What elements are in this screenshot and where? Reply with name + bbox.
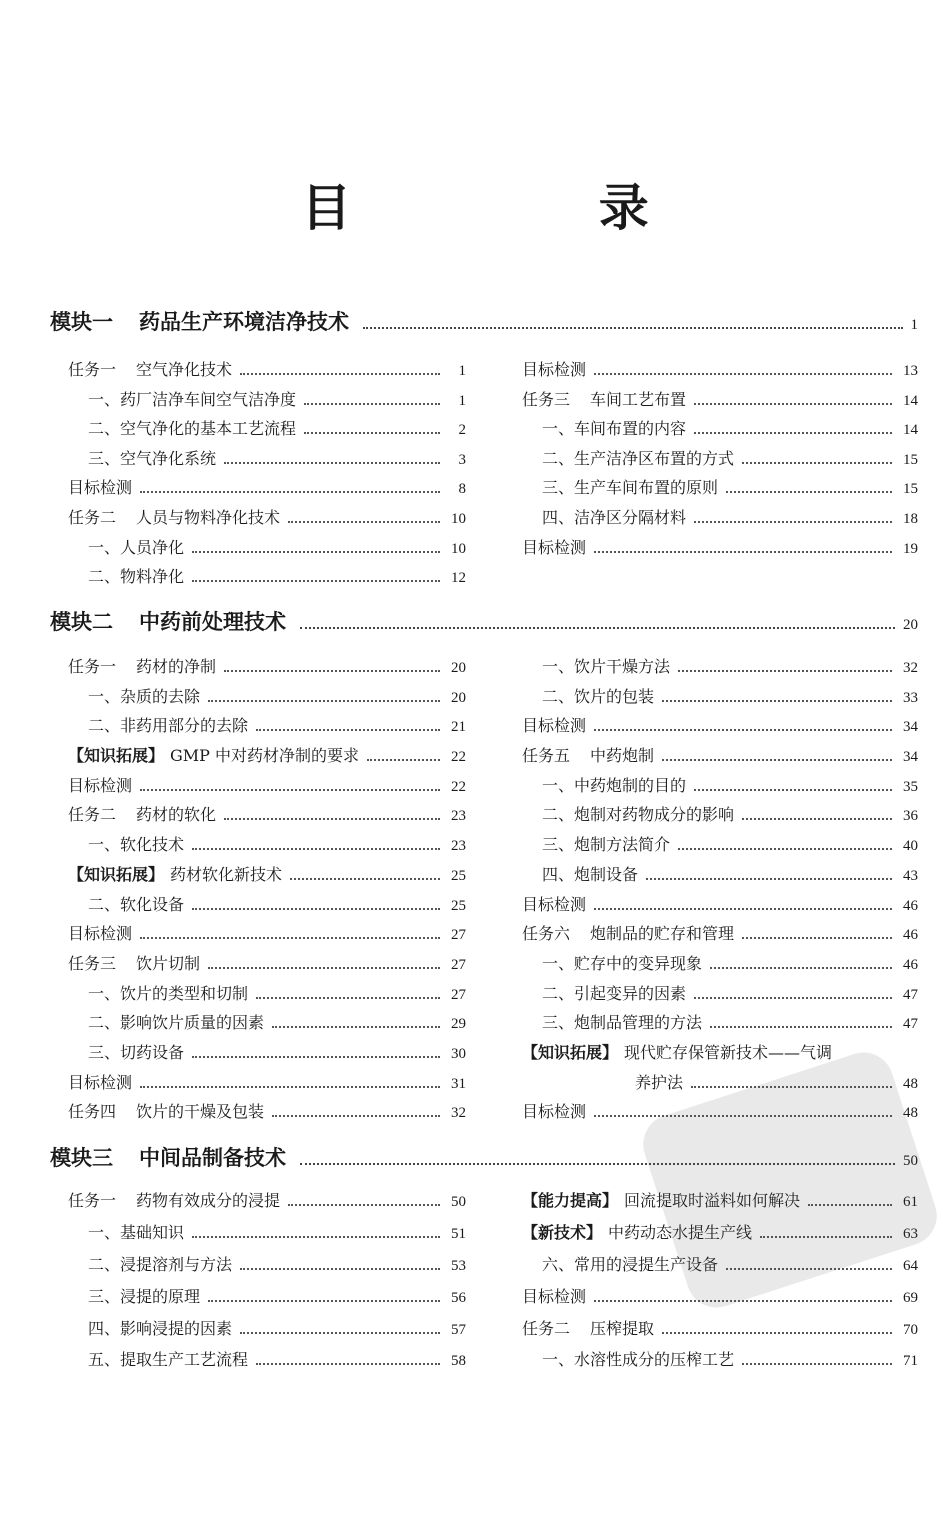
page-number: 50 [451,1194,466,1210]
toc-entry[interactable] [522,387,918,417]
dot-leader [256,1362,440,1365]
entry-title: 六、常用的浸提生产设备 [542,1254,719,1274]
entry-prefix: 【知识拓展】 [68,746,165,766]
toc-entry[interactable] [522,773,918,803]
page-number: 13 [903,363,918,379]
toc-column-left [68,654,466,1129]
module-title: 中间品制备技术 [139,1146,286,1170]
entry-prefix: 任务二 [522,1318,571,1338]
page-number: 48 [903,1075,918,1092]
dot-leader [694,520,892,523]
page-number: 8 [458,481,466,498]
dot-leader [691,1085,892,1088]
dot-leader [742,1362,892,1365]
module-label: 模块二 [50,610,113,634]
page-number: 48 [903,1105,918,1122]
entry-title: 一、基础知识 [88,1222,185,1242]
dot-leader [300,1162,895,1165]
dot-leader [662,1331,892,1334]
entry-title: 三、切药设备 [88,1042,185,1062]
toc-entry[interactable] [522,713,918,743]
dot-leader [594,372,892,375]
toc-entry[interactable] [68,1070,466,1100]
page-number: 19 [903,540,918,557]
dot-leader [240,372,440,375]
page-number: 20 [451,660,466,676]
page-number: 22 [451,778,466,795]
entry-prefix: 任务四 [68,1102,117,1122]
page-number: 47 [903,1016,918,1033]
entry-prefix: 任务一 [68,360,117,379]
dot-leader [208,1299,440,1302]
entry-title: 养护法 [635,1072,684,1092]
dot-leader [208,699,440,702]
entry-title: 目标检测 [68,775,133,795]
entry-title: 一、车间布置的内容 [542,419,687,439]
toc-entry[interactable] [522,505,918,535]
toc-entry[interactable] [522,1284,918,1316]
page-number: 10 [451,540,466,557]
toc-entry[interactable] [68,535,466,565]
toc-entry[interactable] [68,892,466,922]
toc-entry[interactable] [522,1188,918,1220]
dot-leader [256,728,440,731]
page-number: 47 [903,986,918,1003]
dot-leader [742,936,892,939]
page-number: 1 [458,363,466,379]
toc-entry[interactable] [68,1099,466,1129]
page-number: 31 [451,1075,466,1092]
entry-title: 二、物料净化 [88,567,185,587]
toc-entry[interactable] [522,862,918,892]
toc-entry[interactable] [522,832,918,862]
entry-title: 压榨提取 [590,1318,655,1338]
toc-entry[interactable] [522,1010,918,1040]
entry-prefix: 【知识拓展】 [68,864,165,884]
entry-title: 三、炮制方法简介 [542,835,671,855]
dot-leader [192,847,440,850]
toc-entry[interactable] [522,1070,918,1100]
entry-prefix: 【能力提高】 [522,1191,619,1210]
entry-title: 中药动态水提生产线 [608,1222,753,1242]
toc-entry[interactable] [68,1040,466,1070]
entry-title: 药物有效成分的浸提 [136,1191,281,1210]
dot-leader [678,847,892,850]
entry-prefix: 任务一 [68,657,117,676]
entry-title: 一、贮存中的变异现象 [542,953,703,973]
entry-prefix: 任务三 [522,389,571,409]
entry-title: 一、饮片干燥方法 [542,657,671,676]
entry-prefix: 【新技术】 [522,1222,603,1242]
page-number: 46 [903,927,918,944]
entry-title: 四、洁净区分隔材料 [542,507,687,527]
toc-entry[interactable] [68,713,466,743]
dot-leader [678,669,892,672]
page-number: 64 [903,1257,918,1274]
dot-leader [140,788,440,791]
page-number: 61 [903,1194,918,1210]
entry-prefix: 任务一 [68,1191,117,1210]
page-number: 36 [903,808,918,825]
dot-leader [594,1114,892,1117]
module-label: 模块三 [50,1146,113,1170]
toc-entry[interactable] [522,743,918,773]
dot-leader [240,1331,440,1334]
toc-entry[interactable] [522,892,918,922]
entry-prefix: 任务三 [68,953,117,973]
page-number: 14 [903,422,918,439]
page-number: 1 [458,392,466,409]
page-number: 23 [451,838,466,855]
toc-column-right [522,357,918,564]
entry-title: 目标检测 [522,537,587,557]
page-number: 29 [451,1016,466,1033]
entry-title: 三、炮制品管理的方法 [542,1013,703,1033]
toc-entry[interactable] [522,475,918,505]
page-number: 15 [903,451,918,468]
toc-entry[interactable] [68,564,466,594]
dot-leader [662,699,892,702]
page-number: 46 [903,956,918,973]
page-number: 21 [451,719,466,736]
dot-leader [192,1235,440,1238]
toc-column-left [68,357,466,594]
page-number: 25 [451,867,466,884]
module-title: 中药前处理技术 [139,610,286,634]
entry-title: 中药炮制 [590,746,655,766]
entry-prefix: 任务二 [68,805,117,825]
dot-leader [760,1235,892,1238]
entry-title: 目标检测 [68,924,133,944]
page-number: 50 [903,1153,918,1169]
entry-title: 四、影响浸提的因素 [88,1318,233,1338]
entry-title: 二、生产洁净区布置的方式 [542,448,735,468]
dot-leader [594,1299,892,1302]
entry-title: 一、饮片的类型和切制 [88,983,249,1003]
dot-leader [140,1085,440,1088]
page-number: 71 [903,1353,918,1370]
page-number: 27 [451,986,466,1003]
entry-title: 三、生产车间布置的原则 [542,478,719,498]
entry-prefix: 【知识拓展】 [522,1042,619,1062]
dot-leader [363,326,903,329]
toc-entry[interactable] [68,1220,466,1252]
dot-leader [710,1025,892,1028]
page-title: 目 录 [301,179,764,237]
dot-leader [256,996,440,999]
page-number: 43 [903,867,918,884]
entry-title: 饮片的干燥及包装 [136,1102,265,1122]
entry-title: 二、饮片的包装 [542,686,655,706]
page-number: 32 [903,660,918,676]
dot-leader [710,966,892,969]
dot-leader [304,402,440,405]
toc-entry[interactable] [522,951,918,981]
entry-title: 空气净化技术 [136,360,233,379]
dot-leader [240,1267,440,1270]
toc-entry[interactable] [68,981,466,1011]
page-number: 15 [903,481,918,498]
entry-title: 二、非药用部分的去除 [88,716,249,736]
toc-entry[interactable] [522,1316,918,1348]
dot-leader [192,550,440,553]
toc-entry[interactable] [68,505,466,535]
dot-leader [594,550,892,553]
entry-title: 目标检测 [522,360,587,379]
toc-entry[interactable] [522,446,918,476]
toc-entry[interactable] [522,535,918,565]
entry-title: 目标检测 [68,478,133,498]
entry-prefix: 任务二 [68,507,117,527]
toc-entry[interactable] [522,416,918,446]
dot-leader [742,461,892,464]
dot-leader [742,817,892,820]
dot-leader [224,817,440,820]
page-number: 3 [458,451,466,468]
toc-entry[interactable] [68,1010,466,1040]
toc-entry[interactable] [522,1347,918,1379]
dot-leader [367,758,440,761]
toc-entry[interactable] [68,773,466,803]
entry-title: 目标检测 [522,1286,587,1306]
page-number: 40 [903,838,918,855]
page-number: 35 [903,778,918,795]
dot-leader [694,788,892,791]
entry-title: 目标检测 [522,894,587,914]
dot-leader [140,490,440,493]
toc-entry[interactable] [522,1040,918,1070]
toc-entry[interactable] [68,1252,466,1284]
entry-title: 四、炮制设备 [542,864,639,884]
dot-leader [594,907,892,910]
entry-title: 饮片切制 [136,953,201,973]
page-number: 32 [451,1105,466,1122]
dot-leader [224,669,440,672]
toc-entry[interactable] [68,802,466,832]
entry-title: 炮制品的贮存和管理 [590,924,735,944]
page-number: 58 [451,1353,466,1370]
entry-title: 一、药厂洁净车间空气洁净度 [88,389,297,409]
entry-title: 二、炮制对药物成分的影响 [542,805,735,825]
module-heading [50,606,918,636]
page-number: 2 [458,422,466,439]
entry-title: 二、引起变异的因素 [542,983,687,1003]
page-number: 56 [451,1289,466,1306]
module-label: 模块一 [50,310,113,334]
toc-entry[interactable] [522,802,918,832]
entry-title: GMP 中对药材净制的要求 [170,746,360,766]
entry-title: 二、空气净化的基本工艺流程 [88,419,297,439]
entry-title: 一、杂质的去除 [88,686,201,706]
toc-entry[interactable] [522,684,918,714]
page-number: 1 [910,317,918,333]
toc-entry[interactable] [68,684,466,714]
entry-title: 三、浸提的原理 [88,1286,201,1306]
entry-title: 药材软化新技术 [170,864,283,884]
toc-entry[interactable] [68,416,466,446]
page-number: 51 [451,1225,466,1242]
toc-entry[interactable] [68,446,466,476]
toc-entry[interactable] [68,951,466,981]
dot-leader [726,490,892,493]
entry-title: 目标检测 [522,1102,587,1122]
page-number: 63 [903,1225,918,1242]
page-number: 34 [903,749,918,766]
entry-title: 药材的软化 [136,805,217,825]
entry-title: 回流提取时溢料如何解决 [624,1191,801,1210]
page-number: 53 [451,1257,466,1274]
page-number: 46 [903,897,918,914]
page-number: 18 [903,510,918,527]
toc-entry[interactable] [68,357,466,387]
toc-column-right [522,1188,918,1379]
page-number: 20 [451,689,466,706]
entry-prefix: 任务六 [522,924,571,944]
toc-entry[interactable] [68,1188,466,1220]
toc-entry[interactable] [522,981,918,1011]
page-number: 57 [451,1321,466,1338]
toc-entry[interactable] [68,387,466,417]
page-number: 30 [451,1045,466,1062]
entry-title: 目标检测 [68,1072,133,1092]
dot-leader [662,758,892,761]
entry-title: 三、空气净化系统 [88,448,217,468]
dot-leader [290,877,440,880]
dot-leader [192,1055,440,1058]
toc-entry[interactable] [522,1220,918,1252]
dot-leader [594,728,892,731]
entry-title: 目标检测 [522,716,587,736]
page-number: 10 [451,510,466,527]
entry-title: 药材的净制 [136,657,217,676]
dot-leader [288,520,440,523]
toc-entry[interactable] [68,1316,466,1348]
dot-leader [272,1114,440,1117]
dot-leader [694,402,892,405]
entry-title: 二、软化设备 [88,894,185,914]
page-number: 25 [451,897,466,914]
dot-leader [192,907,440,910]
page-number: 27 [451,956,466,973]
toc-column-right [522,654,918,1129]
toc-entry[interactable] [522,357,918,387]
dot-leader [140,936,440,939]
dot-leader [304,431,440,434]
entry-title: 一、人员净化 [88,537,185,557]
entry-title: 一、软化技术 [88,835,185,855]
toc-entry[interactable] [68,921,466,951]
entry-title: 车间工艺布置 [590,389,687,409]
dot-leader [694,431,892,434]
module-heading [50,306,918,336]
page-number: 70 [903,1321,918,1338]
toc-entry[interactable] [68,1347,466,1379]
module-title: 药品生产环境洁净技术 [139,310,349,334]
dot-leader [694,996,892,999]
page-number: 20 [903,617,918,633]
entry-title: 一、中药炮制的目的 [542,775,687,795]
page-number: 12 [451,570,466,587]
toc-entry[interactable] [522,921,918,951]
page-number: 14 [903,392,918,409]
dot-leader [224,461,440,464]
toc-entry[interactable] [68,832,466,862]
toc-entry[interactable] [522,1099,918,1129]
entry-title: 现代贮存保管新技术——气调 [624,1042,833,1062]
toc-entry[interactable] [68,654,466,684]
toc-column-left [68,1188,466,1379]
dot-leader [646,877,892,880]
dot-leader [300,626,895,629]
toc-entry[interactable] [68,743,466,773]
page-number: 23 [451,808,466,825]
entry-title: 五、提取生产工艺流程 [88,1350,249,1370]
page-number: 69 [903,1289,918,1306]
toc-entry[interactable] [522,654,918,684]
toc-entry[interactable] [68,1284,466,1316]
page-number: 34 [903,719,918,736]
entry-title: 二、影响饮片质量的因素 [88,1013,265,1033]
module-heading [50,1142,918,1172]
dot-leader [288,1203,440,1206]
toc-entry[interactable] [68,475,466,505]
dot-leader [208,966,440,969]
dot-leader [808,1203,892,1206]
page-number: 33 [903,689,918,706]
entry-title: 二、浸提溶剂与方法 [88,1254,233,1274]
entry-title: 人员与物料净化技术 [136,507,281,527]
dot-leader [192,579,440,582]
dot-leader [272,1025,440,1028]
toc-entry[interactable] [522,1252,918,1284]
toc-entry[interactable] [68,862,466,892]
page-number: 27 [451,927,466,944]
dot-leader [726,1267,892,1270]
page-number: 22 [451,749,466,766]
entry-title: 一、水溶性成分的压榨工艺 [542,1350,735,1370]
entry-prefix: 任务五 [522,746,571,766]
